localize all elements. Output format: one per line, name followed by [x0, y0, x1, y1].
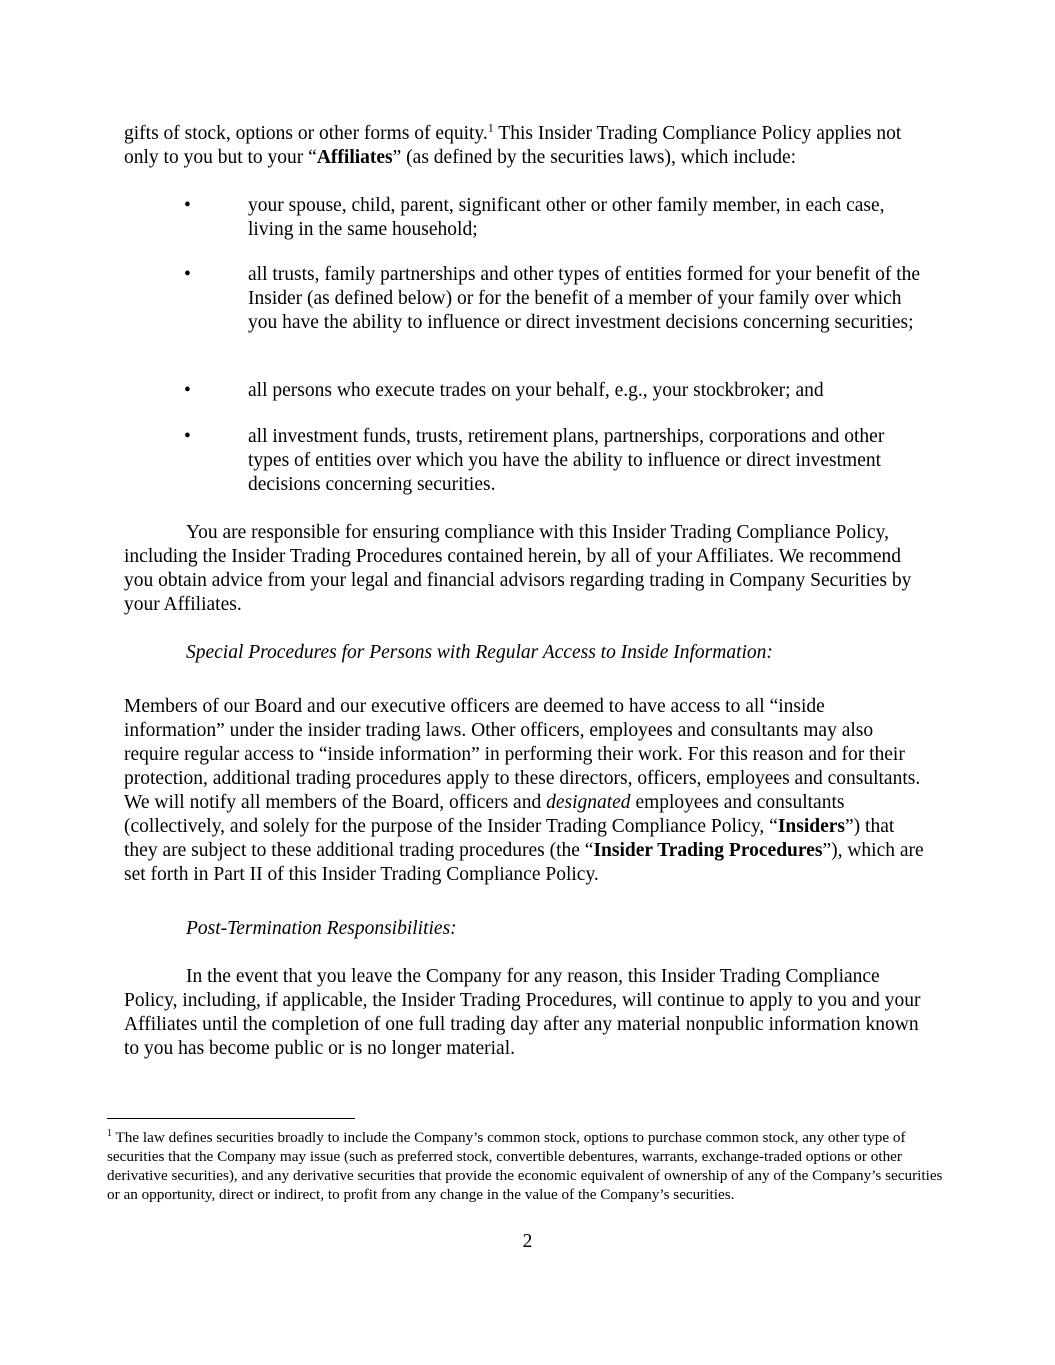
post-termination-paragraph: In the event that you leave the Company for any reason, this Insider Trading Compliance Policy, including, if applicable, the Insider Trading Procedures, will continue to apply to you and your Affiliates until the completion of one full trading day after any material nonpublic information known to you has become public or is no longer material. [124, 966, 921, 1059]
list-item [124, 194, 924, 242]
list-item [124, 379, 924, 403]
special-procedures-paragraph [124, 695, 924, 887]
bullet-text: all investment funds, trusts, retirement plans, partnerships, corporations and other types of entities over which you have the ability to influence or direct investment decisions concerning securities. [248, 426, 885, 495]
bullet-icon: • [184, 380, 191, 401]
special-text-3: ”) that they are subject to these additional trading procedures (the “ [124, 816, 895, 861]
bullet-text: all persons who execute trades on your behalf, e.g., your stockbroker; and [248, 380, 824, 401]
footnote-number: 1 [107, 1127, 112, 1139]
intro-text-2: This Insider Trading Compliance Policy applies not only to you but to your “ [124, 123, 902, 168]
intro-text-3: ” (as defined by the securities laws), which include: [392, 147, 797, 168]
page-number: 2 [522, 1231, 533, 1252]
footnote-reference: 1 [487, 120, 494, 135]
insiders-term: Insiders [777, 816, 846, 837]
special-procedures-heading: Special Procedures for Persons with Regular Access to Inside Information: [186, 642, 773, 663]
intro-paragraph [124, 122, 924, 170]
bullet-text: your spouse, child, parent, significant other or other family member, in each case, living in the same household; [248, 195, 885, 240]
list-item [124, 425, 924, 497]
bullet-icon: • [184, 264, 191, 285]
footnote-text: The law defines securities broadly to include the Company’s common stock, options to purchase common stock, any other type of securities that the Company may issue (such as preferred stock, convertible debentures, warrants, exchange-traded options or other derivative securities), and any derivative securities that provide the economic equivalent of ownership of any of the Company’s securities or an opportunity, direct or indirect, to profit from any change in the value of the Company’s securities. [107, 1129, 943, 1203]
responsibility-paragraph: You are responsible for ensuring compliance with this Insider Trading Compliance Policy, including the Insider Trading Procedures contained herein, by all of your Affiliates. We recommend you obtain advice from your legal and financial advisors regarding trading in Company Securities by your Affiliates. [124, 522, 912, 615]
post-termination-heading: Post-Termination Responsibilities: [186, 918, 457, 939]
special-text-1: Members of our Board and our executive officers are deemed to have access to all “inside information” under the insider trading laws. Other officers, employees and consultants may also require regular access to “inside information” in performing their work. For this reason and for their protection, additional trading procedures apply to these directors, officers, employees and consultants. We will notify all members of the Board, officers and [124, 696, 921, 813]
insider-trading-procedures-term: Insider Trading Procedures [593, 840, 823, 861]
intro-text-1: gifts of stock, options or other forms of equity. [124, 123, 488, 144]
footnote-divider [107, 1118, 355, 1119]
bullet-icon: • [184, 195, 191, 216]
bullet-text: all trusts, family partnerships and other types of entities formed for your benefit of the Insider (as defined below) or for the benefit of a member of your family over which you have the ability to influence or direct investment decisions concerning securities; [248, 264, 921, 333]
bullet-icon: • [184, 426, 191, 447]
special-text-2: employees and consultants (collectively, and solely for the purpose of the Insider Trading Compliance Policy, “ [124, 792, 845, 837]
special-text-4: ”), which are set forth in Part II of this Insider Trading Compliance Policy. [124, 840, 924, 885]
designated-term: designated [546, 792, 631, 813]
list-item [124, 263, 924, 359]
footnote [107, 1128, 952, 1204]
affiliates-term: Affiliates [316, 147, 393, 168]
